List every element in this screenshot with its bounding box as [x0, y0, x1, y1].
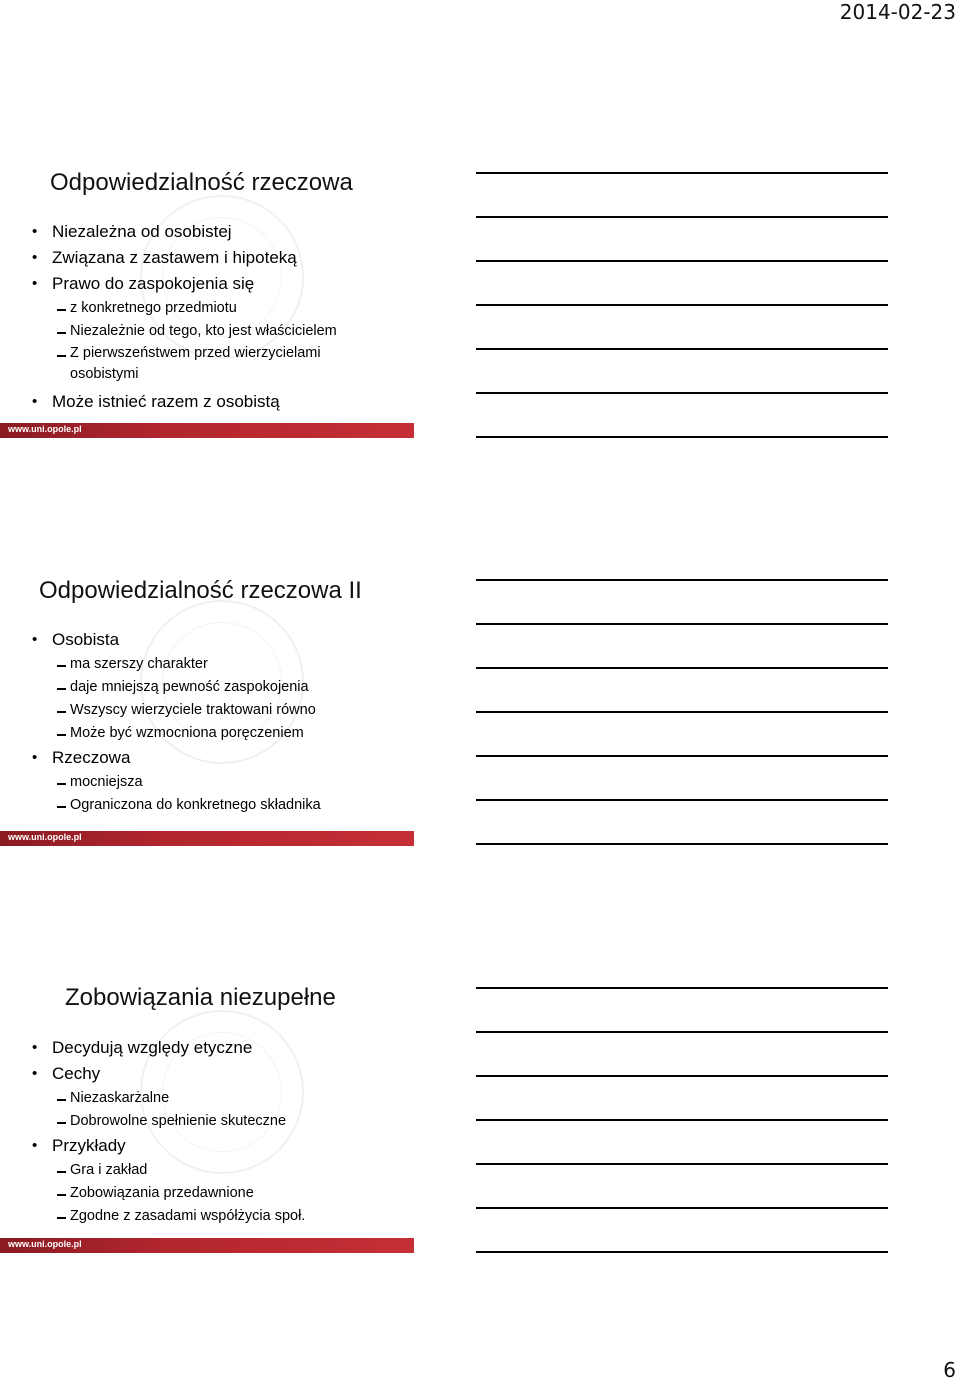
university-url: www.uni.opole.pl: [8, 424, 82, 434]
note-line: [476, 1251, 888, 1253]
slide-footer-bar: [0, 1238, 414, 1253]
note-line: [476, 392, 888, 394]
bullet-item: • Związana z zastawem i hipoteką: [32, 245, 960, 271]
note-line: [476, 260, 888, 262]
bullet-item: • Osobista: [32, 627, 960, 653]
slide-3-bullet-list: [32, 1035, 960, 1228]
sub-bullet-item: z konkretnego przedmiotu: [32, 297, 960, 320]
university-url: www.uni.opole.pl: [8, 1239, 82, 1249]
note-line: [476, 623, 888, 625]
bullet-item: • Rzeczowa: [32, 745, 960, 771]
note-line: [476, 172, 888, 174]
note-line: [476, 755, 888, 757]
slide-footer-bar: [0, 423, 414, 438]
bullet-item: • Decydują względy etyczne: [32, 1035, 960, 1061]
note-line: [476, 216, 888, 218]
slide-1-title: Odpowiedzialność rzeczowa: [50, 169, 353, 196]
note-line: [476, 304, 888, 306]
note-line: [476, 348, 888, 350]
note-line: [476, 1075, 888, 1077]
sub-bullet-item: Z pierwszeństwem przed wierzycielami osobistymi: [32, 343, 370, 385]
note-line: [476, 1163, 888, 1165]
note-line: [476, 436, 888, 438]
sub-bullet-item: Niezależnie od tego, kto jest właścicielem: [32, 320, 960, 343]
note-line: [476, 667, 888, 669]
sub-bullet-item: Niezaskarżalne: [32, 1087, 960, 1110]
slide-3-title: Zobowiązania niezupełne: [65, 984, 336, 1011]
sub-bullet-item: Gra i zakład: [32, 1159, 960, 1182]
slide-2-bullet-list: [32, 627, 960, 817]
slide-2-title: Odpowiedzialność rzeczowa II: [39, 577, 362, 604]
sub-bullet-item: Może być wzmocniona poręczeniem: [32, 722, 960, 745]
sub-bullet-item: Zgodne z zasadami współżycia społ.: [32, 1205, 960, 1228]
note-line: [476, 987, 888, 989]
sub-bullet-item: ma szerszy charakter: [32, 653, 960, 676]
bullet-item: • Cechy: [32, 1061, 960, 1087]
note-line: [476, 843, 888, 845]
note-line: [476, 1119, 888, 1121]
note-line: [476, 1207, 888, 1209]
bullet-item: • Może istnieć razem z osobistą: [32, 389, 960, 415]
document-date: 2014-02-23: [839, 0, 956, 24]
page-number: 6: [943, 1358, 956, 1382]
slide-footer-bar: [0, 831, 414, 846]
sub-bullet-item: Dobrowolne spełnienie skuteczne: [32, 1110, 960, 1133]
note-line: [476, 799, 888, 801]
slide-1-bullet-list: [32, 219, 960, 415]
sub-bullet-item: Ograniczona do konkretnego składnika: [32, 794, 960, 817]
bullet-item: • Przykłady: [32, 1133, 960, 1159]
bullet-item: • Niezależna od osobistej: [32, 219, 960, 245]
university-url: www.uni.opole.pl: [8, 832, 82, 842]
bullet-item: • Prawo do zaspokojenia się: [32, 271, 960, 297]
note-line: [476, 1031, 888, 1033]
note-line: [476, 579, 888, 581]
sub-bullet-item: Wszyscy wierzyciele traktowani równo: [32, 699, 960, 722]
sub-bullet-item: daje mniejszą pewność zaspokojenia: [32, 676, 960, 699]
note-line: [476, 711, 888, 713]
sub-bullet-item: mocniejsza: [32, 771, 960, 794]
sub-bullet-item: Zobowiązania przedawnione: [32, 1182, 960, 1205]
